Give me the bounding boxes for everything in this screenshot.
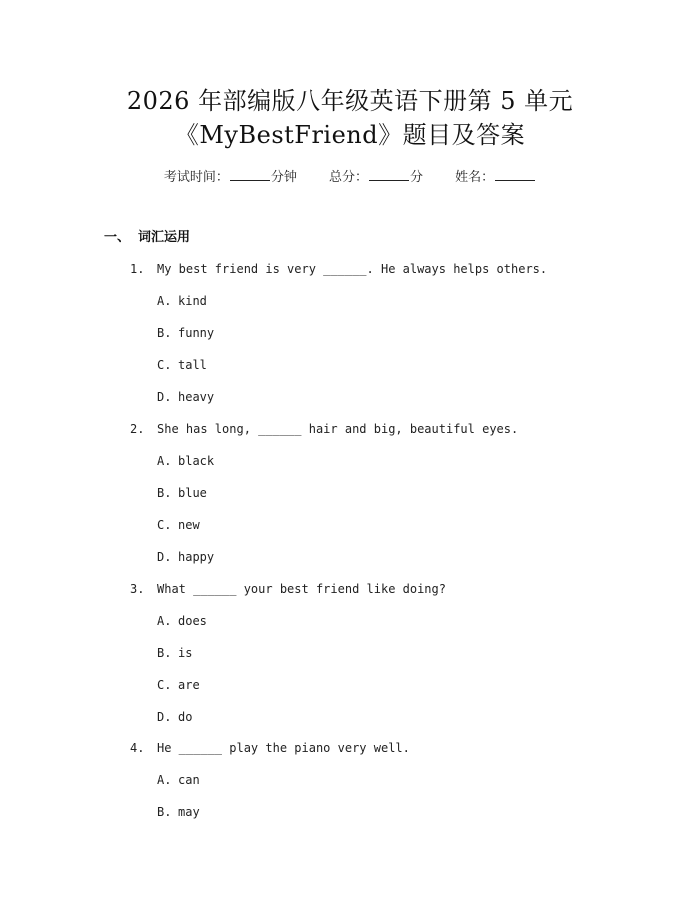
option-letter: B. bbox=[157, 646, 172, 660]
question-text: He ______ play the piano very well. bbox=[157, 741, 410, 755]
option-letter: D. bbox=[157, 550, 172, 564]
option-text: are bbox=[178, 678, 200, 692]
option-text: funny bbox=[178, 326, 215, 340]
option-3-d bbox=[157, 709, 192, 725]
section-title: 词汇运用 bbox=[138, 230, 191, 245]
option-letter: C. bbox=[157, 678, 172, 692]
option-text: do bbox=[178, 710, 193, 724]
option-letter: A. bbox=[157, 614, 172, 628]
student-name-field bbox=[455, 168, 536, 187]
option-text: happy bbox=[178, 550, 215, 564]
document-title-line-2: 《MyBestFriend》题目及答案 bbox=[174, 121, 526, 149]
total-score-label: 总分： bbox=[328, 170, 368, 185]
option-letter: D. bbox=[157, 390, 172, 404]
option-1-b bbox=[157, 325, 214, 341]
question-text: My best friend is very ______. He always helps others. bbox=[157, 262, 548, 276]
question-number: 4. bbox=[130, 741, 145, 755]
option-text: is bbox=[178, 646, 193, 660]
option-2-a bbox=[157, 453, 214, 469]
question-text: She has long, ______ hair and big, beautiful eyes. bbox=[157, 422, 519, 436]
option-3-a bbox=[157, 613, 207, 629]
option-letter: B. bbox=[157, 805, 172, 819]
option-letter: B. bbox=[157, 326, 172, 340]
option-letter: A. bbox=[157, 454, 172, 468]
option-text: heavy bbox=[178, 390, 215, 404]
option-text: kind bbox=[178, 294, 207, 308]
total-score-unit: 分 bbox=[410, 170, 424, 185]
question-number: 3. bbox=[130, 582, 145, 596]
option-text: can bbox=[178, 773, 200, 787]
exam-time-unit: 分钟 bbox=[270, 170, 297, 185]
option-text: does bbox=[178, 614, 207, 628]
option-text: new bbox=[178, 518, 200, 532]
option-2-c bbox=[157, 517, 200, 533]
option-4-a bbox=[157, 772, 200, 788]
question-number: 1. bbox=[130, 262, 145, 276]
option-text: blue bbox=[178, 486, 207, 500]
option-text: black bbox=[178, 454, 215, 468]
option-3-b bbox=[157, 645, 192, 661]
section-heading bbox=[104, 229, 190, 247]
option-1-d bbox=[157, 389, 214, 405]
question-text: What ______ your best friend like doing? bbox=[157, 582, 446, 596]
option-2-b bbox=[157, 485, 207, 501]
option-letter: B. bbox=[157, 486, 172, 500]
option-letter: C. bbox=[157, 358, 172, 372]
exam-info-line bbox=[0, 168, 700, 187]
option-letter: A. bbox=[157, 294, 172, 308]
option-1-c bbox=[157, 357, 207, 373]
total-score-field bbox=[329, 168, 423, 187]
option-text: may bbox=[178, 805, 200, 819]
student-name-label: 姓名： bbox=[455, 170, 495, 185]
option-letter: C. bbox=[157, 518, 172, 532]
option-2-d bbox=[157, 549, 214, 565]
section-number: 一、 bbox=[104, 230, 131, 245]
option-letter: A. bbox=[157, 773, 172, 787]
student-name-blank bbox=[495, 168, 535, 181]
exam-time-blank bbox=[230, 168, 270, 181]
document-title-line-1: 2026 年部编版八年级英语下册第 5 单元 bbox=[126, 87, 574, 115]
exam-time-label: 考试时间： bbox=[163, 170, 229, 185]
total-score-blank bbox=[369, 168, 409, 181]
question-number: 2. bbox=[130, 422, 145, 436]
exam-time-field bbox=[164, 168, 297, 187]
option-1-a bbox=[157, 293, 207, 309]
option-letter: D. bbox=[157, 710, 172, 724]
option-4-b bbox=[157, 804, 200, 820]
option-3-c bbox=[157, 677, 200, 693]
option-text: tall bbox=[178, 358, 207, 372]
